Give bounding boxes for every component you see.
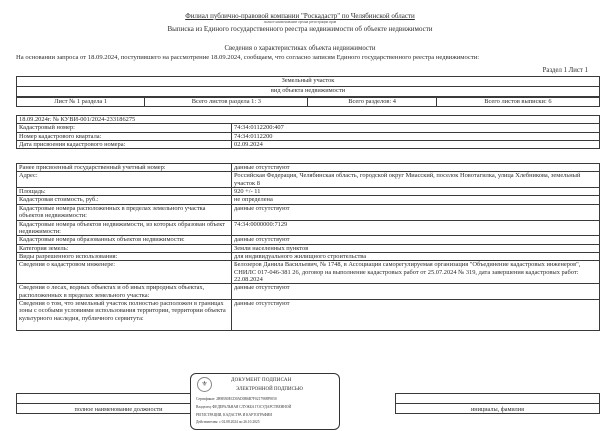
table-row <box>17 196 600 204</box>
row-value: данные отсутствуют <box>232 204 600 220</box>
row-label: Категория земель: <box>17 244 232 252</box>
row-label: Сведения о том, что земельный участок полностью расположен в границах зоны с особыми условиями использования территории, территории объекта культурного наследия, публичного сервитута: <box>17 300 232 331</box>
table-row <box>17 284 600 300</box>
stamp-certificate: Сертификат: 2B9EB0ECD0AD0B6B7F0217988F9050 <box>196 397 277 401</box>
object-type-table <box>16 76 600 97</box>
basis-statement: На основании запроса от 18.09.2024, поступившего на рассмотрение 18.09.2024, сообщаем, что согласно записям Единого государственного реестра недвижимости: <box>16 54 480 61</box>
section-heading: Сведения о характеристиках объекта недвижимости <box>224 45 376 52</box>
row-value: 74:34:0112200 <box>232 132 600 140</box>
row-label: Дата присвоения кадастрового номера: <box>17 141 232 149</box>
object-type-caption: вид объекта недвижимости <box>17 87 600 97</box>
table-row <box>17 141 600 149</box>
stamp-title: ДОКУМЕНТ ПОДПИСАН <box>231 378 292 383</box>
section-sheet-label: Раздел 1 Лист 1 <box>542 67 588 74</box>
table-row <box>17 300 600 331</box>
position-caption: полное наименование должности <box>17 404 221 414</box>
row-value: данные отсутствуют <box>232 300 600 331</box>
row-label: Сведения о кадастровом инженере: <box>17 261 232 284</box>
organization-caption: полное наименование органа регистрации прав <box>263 20 337 24</box>
organization-name: Филиал публично-правовой компании "Роскадастр" по Челябинской области <box>185 12 415 20</box>
table-row <box>17 164 600 172</box>
stamp-owner-line2: РЕГИСТРАЦИИ, КАДАСТРА И КАРТОГРАФИИ <box>196 413 272 417</box>
record-table <box>16 115 600 149</box>
row-label: Сведения о лесах, водных объектах и об иных природных объектах, расположенных в пределах земельного участка: <box>17 284 232 300</box>
row-value: 02.09.2024 <box>232 141 600 149</box>
table-row <box>17 188 600 196</box>
row-value: данные отсутствуют <box>232 284 600 300</box>
table-row <box>17 261 600 284</box>
row-value: 920 +/- 11 <box>232 188 600 196</box>
row-label: Кадастровые номера расположенных в пределах земельного участка объектов недвижимости: <box>17 204 232 220</box>
row-value: для индивидуального жилищного строительства <box>232 252 600 260</box>
stamp-subtitle: ЭЛЕКТРОННОЙ ПОДПИСЬЮ <box>236 387 303 392</box>
emblem-icon: ⚜ <box>197 377 212 392</box>
row-label: Номер кадастрового квартала: <box>17 132 232 140</box>
section-sheets-total: Всего листов раздела 1: 3 <box>145 98 308 107</box>
table-row <box>17 252 600 260</box>
table-row <box>17 244 600 252</box>
record-date-number: 18.09.2024г. № КУВИ-001/2024-233186275 <box>17 116 600 124</box>
row-label: Кадастровые номера образованных объектов недвижимости: <box>17 236 232 244</box>
table-row <box>17 220 600 236</box>
table-row <box>17 204 600 220</box>
stamp-owner-line1: Владелец: ФЕДЕРАЛЬНАЯ СЛУЖБА ГОСУДАРСТВЕННОЙ <box>196 405 292 409</box>
table-row <box>17 132 600 140</box>
row-value: Белозеров Данила Васильевич, № 1748, в Ассоциация саморегулируемая организация "Объединение кадастровых инженеров", СНИЛС 017-046-381 26, договор на выполнение кадастровых работ от 25.07.2024 № 319, дата завершения кадастровых работ: 22.08.2024 <box>232 261 600 284</box>
row-value: Российская Федерация, Челябинская область, городской округ Миасский, поселок Новотагилка, улица Хлебникова, земельный участок 8 <box>232 172 600 188</box>
object-type: Земельный участок <box>17 77 600 87</box>
table-row <box>17 172 600 188</box>
row-label: Кадастровый номер: <box>17 124 232 132</box>
sheets-info-table <box>16 97 600 107</box>
row-label: Кадастровая стоимость, руб.: <box>17 196 232 204</box>
document-title: Выписка из Единого государственного реестра недвижимости об объекте недвижимости <box>167 25 433 33</box>
row-value: данные отсутствуют <box>232 164 600 172</box>
row-label: Адрес: <box>17 172 232 188</box>
row-label: Виды разрешенного использования: <box>17 252 232 260</box>
details-table <box>16 163 600 331</box>
table-row <box>17 124 600 132</box>
stamp-validity: Действителен: с 02.08.2024 по 26.10.2025 <box>196 420 260 424</box>
name-field <box>395 394 599 404</box>
row-value: данные отсутствуют <box>232 236 600 244</box>
name-caption: инициалы, фамилия <box>395 404 599 414</box>
row-value: 74:34:0112200:407 <box>232 124 600 132</box>
row-value: 74:34:0000000:7129 <box>232 220 600 236</box>
row-label: Ранее присвоенный государственный учетный номер: <box>17 164 232 172</box>
extract-sheets-total: Всего листов выписки: 6 <box>436 98 599 107</box>
sections-total: Всего разделов: 4 <box>308 98 436 107</box>
row-value: не определена <box>232 196 600 204</box>
electronic-signature-stamp <box>190 373 340 430</box>
table-row <box>17 236 600 244</box>
row-label: Площадь: <box>17 188 232 196</box>
sheet-number: Лист № 1 раздела 1 <box>17 98 145 107</box>
row-value: Земли населенных пунктов <box>232 244 600 252</box>
row-label: Кадастровые номера объектов недвижимости, из которых образован объект недвижимости: <box>17 220 232 236</box>
